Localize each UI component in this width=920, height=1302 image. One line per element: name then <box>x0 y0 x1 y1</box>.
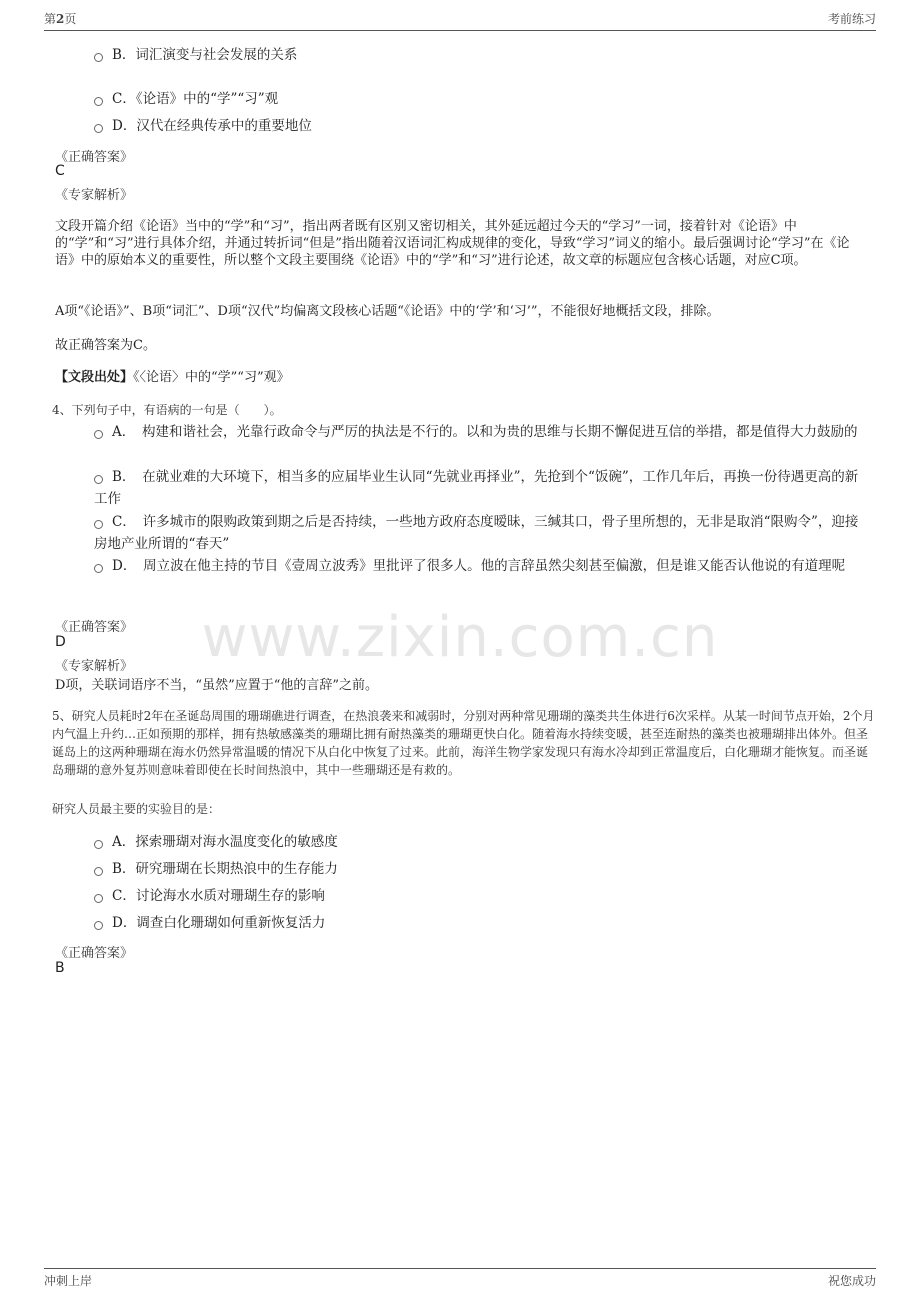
footer-right-text: 祝您成功 <box>827 1274 876 1288</box>
q5-option-c[interactable]: C．讨论海水水质对珊瑚生存的影响 <box>94 885 325 907</box>
q3-option-c[interactable]: C．《论语》中的“学”“习”观 <box>94 88 278 110</box>
q3-answer-label: 《正确答案》 <box>55 150 134 165</box>
q4-option-d[interactable]: D． 周立波在他主持的节目《壹周立波秀》里批评了很多人。他的言辞虽然尖刻甚至偏激，但是谁又能否认他说的有道理呢 <box>94 555 864 577</box>
radio-icon[interactable] <box>94 430 103 439</box>
radio-icon[interactable] <box>94 867 103 876</box>
q4-question: 4、下列句子中，有语病的一句是（ ）。 <box>52 403 282 417</box>
q3-source: 【文段出处】《〈论语〉中的“学”“习”观》 <box>55 370 290 385</box>
page-number: 第2页 <box>44 12 77 26</box>
radio-icon[interactable] <box>94 921 103 930</box>
header-right-text: 考前练习 <box>827 12 876 26</box>
q3-option-d[interactable]: D．汉代在经典传承中的重要地位 <box>94 115 312 137</box>
q5-question: 5、研究人员耗时2年在圣诞岛周围的珊瑚礁进行调查，在热浪袭来和减弱时，分别对两种常见珊瑚的藻类共生体进行6次采样。从某一时间节点开始，2个月内气温上升约…正如预期的那样，拥有热敏感藻类的珊瑚比拥有耐热藻类的珊瑚更快白化。随着海水持续变暖，甚至连耐热的藻类也被珊瑚排出体外。但圣诞岛上的这两种珊瑚在海水仍然异常温暖的情况下从白化中恢复了过来。此前，海洋生物学家发现只有海水冷却到正常温度后，白化珊瑚才能恢复。而圣诞岛珊瑚的意外复苏则意味着即使在长时间热浪中，其中一些珊瑚还是有救的。 <box>52 709 875 777</box>
q5-option-b[interactable]: B．研究珊瑚在长期热浪中的生存能力 <box>94 858 338 880</box>
radio-icon[interactable] <box>94 840 103 849</box>
q4-option-c[interactable]: C． 许多城市的限购政策到期之后是否持续，一些地方政府态度暧昧，三缄其口，骨子里所想的，无非是取消“限购令”，迎接房地产业所谓的“春天” <box>94 514 859 552</box>
q3-analysis-paragraph-3: 故正确答案为C。 <box>55 338 156 353</box>
q5-option-a[interactable]: A．探索珊瑚对海水温度变化的敏感度 <box>94 831 338 853</box>
q3-option-b[interactable]: B．词汇演变与社会发展的关系 <box>94 44 297 66</box>
watermark: www.zixin.com.cn <box>201 605 719 670</box>
radio-icon[interactable] <box>94 520 103 529</box>
radio-icon[interactable] <box>94 894 103 903</box>
q4-analysis: D项，关联词语序不当，“虽然”应置于“他的言辞”之前。 <box>55 678 379 693</box>
page-header <box>44 10 876 31</box>
radio-icon[interactable] <box>94 475 103 484</box>
q5-answer: B <box>55 960 65 976</box>
radio-icon[interactable] <box>94 53 103 62</box>
footer-left-text: 冲刺上岸 <box>44 1274 93 1288</box>
q3-answer: C <box>55 163 65 179</box>
q5-prompt: 研究人员最主要的实验目的是： <box>52 802 221 816</box>
q5-answer-label: 《正确答案》 <box>55 946 134 961</box>
q4-analysis-label: 《专家解析》 <box>55 659 134 674</box>
q5-option-d[interactable]: D．调查白化珊瑚如何重新恢复活力 <box>94 912 325 934</box>
q4-answer: D <box>55 634 66 650</box>
page-footer <box>44 1268 876 1296</box>
q4-answer-label: 《正确答案》 <box>55 620 134 635</box>
q4-option-b[interactable]: B． 在就业难的大环境下，相当多的应届毕业生认同“先就业再择业”，先抢到个“饭碗”，工作几年后，再换一份待遇更高的新工作 <box>94 469 859 507</box>
radio-icon[interactable] <box>94 97 103 106</box>
radio-icon[interactable] <box>94 124 103 133</box>
q4-option-a[interactable]: A． 构建和谐社会，光靠行政命令与严厉的执法是不行的。以和为贵的思维与长期不懈促进互信的举措，都是值得大力鼓励的 <box>94 421 864 443</box>
q3-analysis-paragraph-1: 文段开篇介绍《论语》当中的“学”和“习”，指出两者既有区别又密切相关，其外延远超过今天的“学习”一词，接着针对《论语》中的“学”和“习”进行具体介绍，并通过转折词“但是”指出随着汉语词汇构成规律的变化，导致“学习”词义的缩小。最后强调讨论“学习”在《论语》中的原始本义的重要性，所以整个文段主要围绕《论语》中的“学”和“习”进行论述，故文章的标题应包含核心话题，对应C项。 <box>55 219 850 268</box>
q3-analysis-label: 《专家解析》 <box>55 188 134 203</box>
q3-analysis-paragraph-2: A项“《论语》”、B项“词汇”、D项“汉代”均偏离文段核心话题“《论语》中的‘学’和‘习’”，不能很好地概括文段，排除。 <box>55 304 720 319</box>
radio-icon[interactable] <box>94 564 103 573</box>
